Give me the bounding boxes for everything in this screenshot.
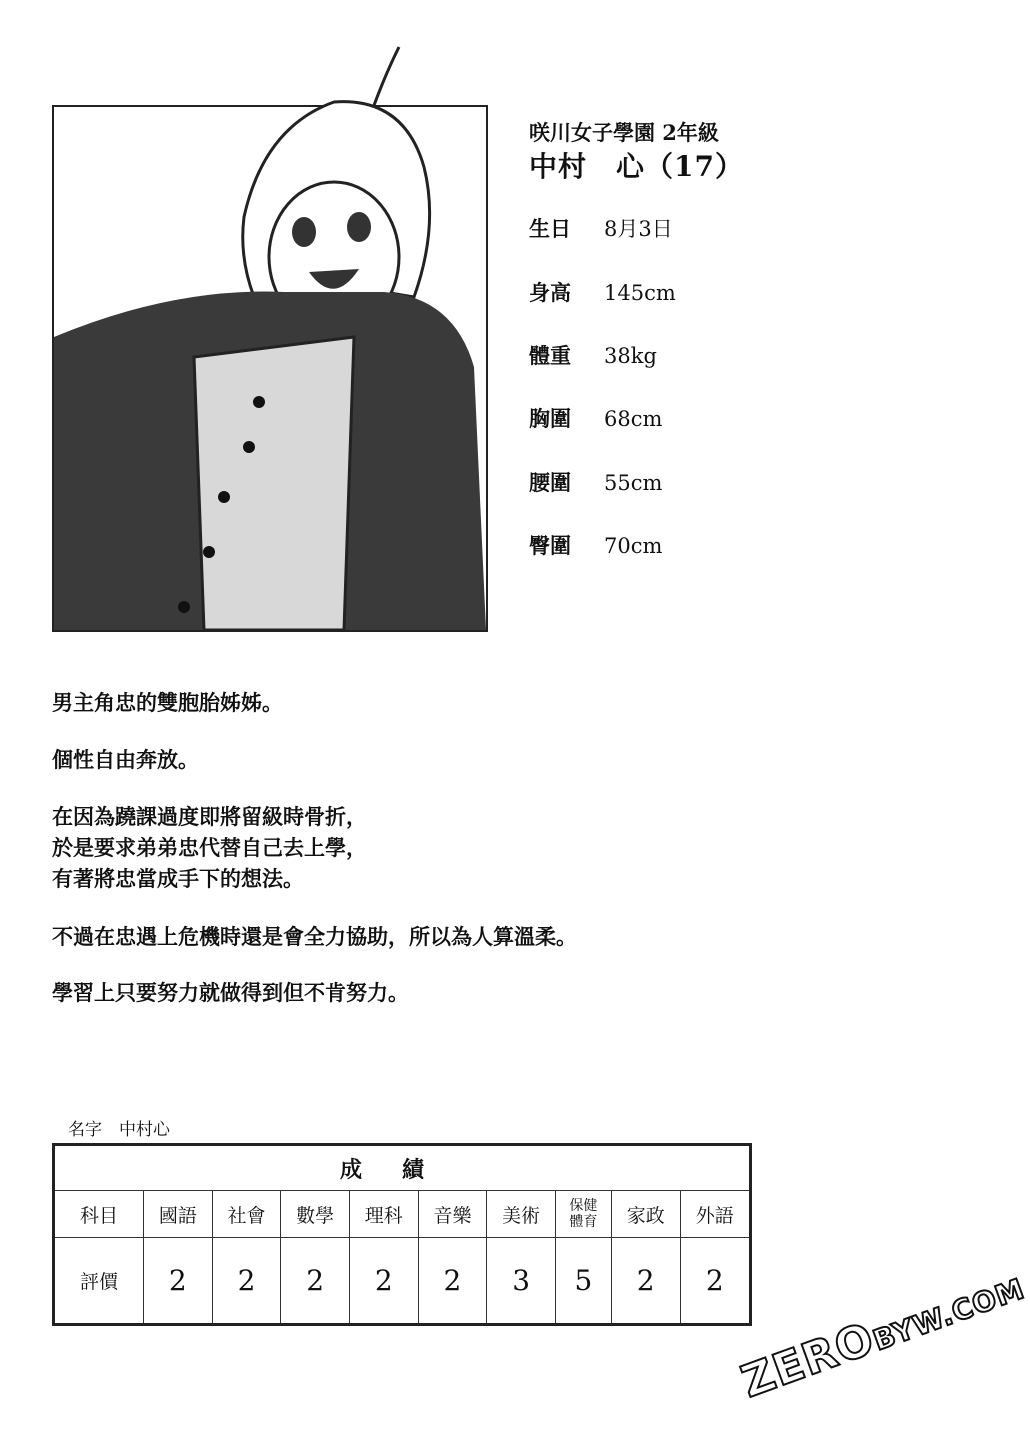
score-cell: 2 bbox=[418, 1238, 487, 1325]
text-line: 男主角忠的雙胞胎姊姊。 bbox=[52, 690, 283, 715]
stat-value: 145cm bbox=[604, 281, 676, 305]
subject-label: 保健體育 bbox=[569, 1198, 598, 1230]
score-cell: 3 bbox=[487, 1238, 556, 1325]
stat-value: 8月3日 bbox=[604, 217, 673, 241]
score-cell: 5 bbox=[555, 1238, 611, 1325]
subject-header: 科目 bbox=[54, 1191, 144, 1238]
stat-hip bbox=[529, 530, 662, 560]
subject-cell: 音樂 bbox=[418, 1191, 487, 1238]
subject-row bbox=[54, 1191, 751, 1238]
score-row bbox=[54, 1238, 751, 1325]
stat-label: 胸圍 bbox=[529, 406, 571, 431]
watermark bbox=[735, 1259, 1030, 1408]
stat-label: 身高 bbox=[529, 280, 571, 305]
subject-cell: 數學 bbox=[281, 1191, 350, 1238]
description-paragraph bbox=[52, 801, 367, 894]
score-cell: 2 bbox=[144, 1238, 213, 1325]
score-cell: 2 bbox=[349, 1238, 418, 1325]
score-cell: 2 bbox=[611, 1238, 680, 1325]
score-cell: 2 bbox=[281, 1238, 350, 1325]
report-title: 成績 bbox=[54, 1145, 751, 1191]
score-cell: 2 bbox=[212, 1238, 281, 1325]
character-name: 中村 心（17） bbox=[529, 150, 744, 183]
stat-waist bbox=[529, 467, 662, 497]
stat-weight bbox=[529, 340, 657, 370]
stat-height bbox=[529, 277, 676, 307]
score-cell: 2 bbox=[680, 1238, 750, 1325]
score-header: 評價 bbox=[54, 1238, 144, 1325]
stat-label: 臀圍 bbox=[529, 533, 571, 558]
stat-label: 生日 bbox=[529, 216, 571, 241]
subject-cell: 家政 bbox=[611, 1191, 680, 1238]
stat-value: 68cm bbox=[604, 407, 663, 431]
watermark-small: BYW.COM bbox=[868, 1271, 1030, 1358]
subject-cell: 理科 bbox=[349, 1191, 418, 1238]
stat-birthday bbox=[529, 213, 673, 243]
description-paragraph bbox=[52, 744, 199, 775]
report-card-table bbox=[52, 1143, 752, 1326]
stat-label: 體重 bbox=[529, 343, 571, 368]
text-line: 在因為蹺課過度即將留級時骨折， bbox=[52, 804, 367, 829]
text-line: 學習上只要努力就做得到但不肯努力。 bbox=[52, 980, 409, 1005]
stat-value: 55cm bbox=[604, 471, 663, 495]
description-paragraph bbox=[52, 687, 283, 718]
subject-cell: 社會 bbox=[212, 1191, 281, 1238]
subject-cell: 美術 bbox=[487, 1191, 556, 1238]
watermark-big: ZERO bbox=[735, 1313, 882, 1408]
character-illustration bbox=[52, 105, 488, 632]
subject-cell: 國語 bbox=[144, 1191, 213, 1238]
text-line: 於是要求弟弟忠代替自己去上學， bbox=[52, 835, 367, 860]
description-paragraph bbox=[52, 921, 577, 952]
description-paragraph bbox=[52, 977, 409, 1008]
school-grade: 咲川女子學園 2年級 bbox=[529, 120, 719, 145]
report-name-field: 名字 中村心 bbox=[68, 1120, 170, 1140]
stat-label: 腰圍 bbox=[529, 470, 571, 495]
text-line: 個性自由奔放。 bbox=[52, 747, 199, 772]
stat-value: 38kg bbox=[604, 344, 657, 368]
text-line: 不過在忠遇上危機時還是會全力協助，所以為人算溫柔。 bbox=[52, 924, 577, 949]
subject-cell bbox=[555, 1191, 611, 1238]
stat-bust bbox=[529, 403, 662, 433]
subject-cell: 外語 bbox=[680, 1191, 750, 1238]
text-line: 有著將忠當成手下的想法。 bbox=[52, 866, 304, 891]
stat-value: 70cm bbox=[604, 534, 663, 558]
